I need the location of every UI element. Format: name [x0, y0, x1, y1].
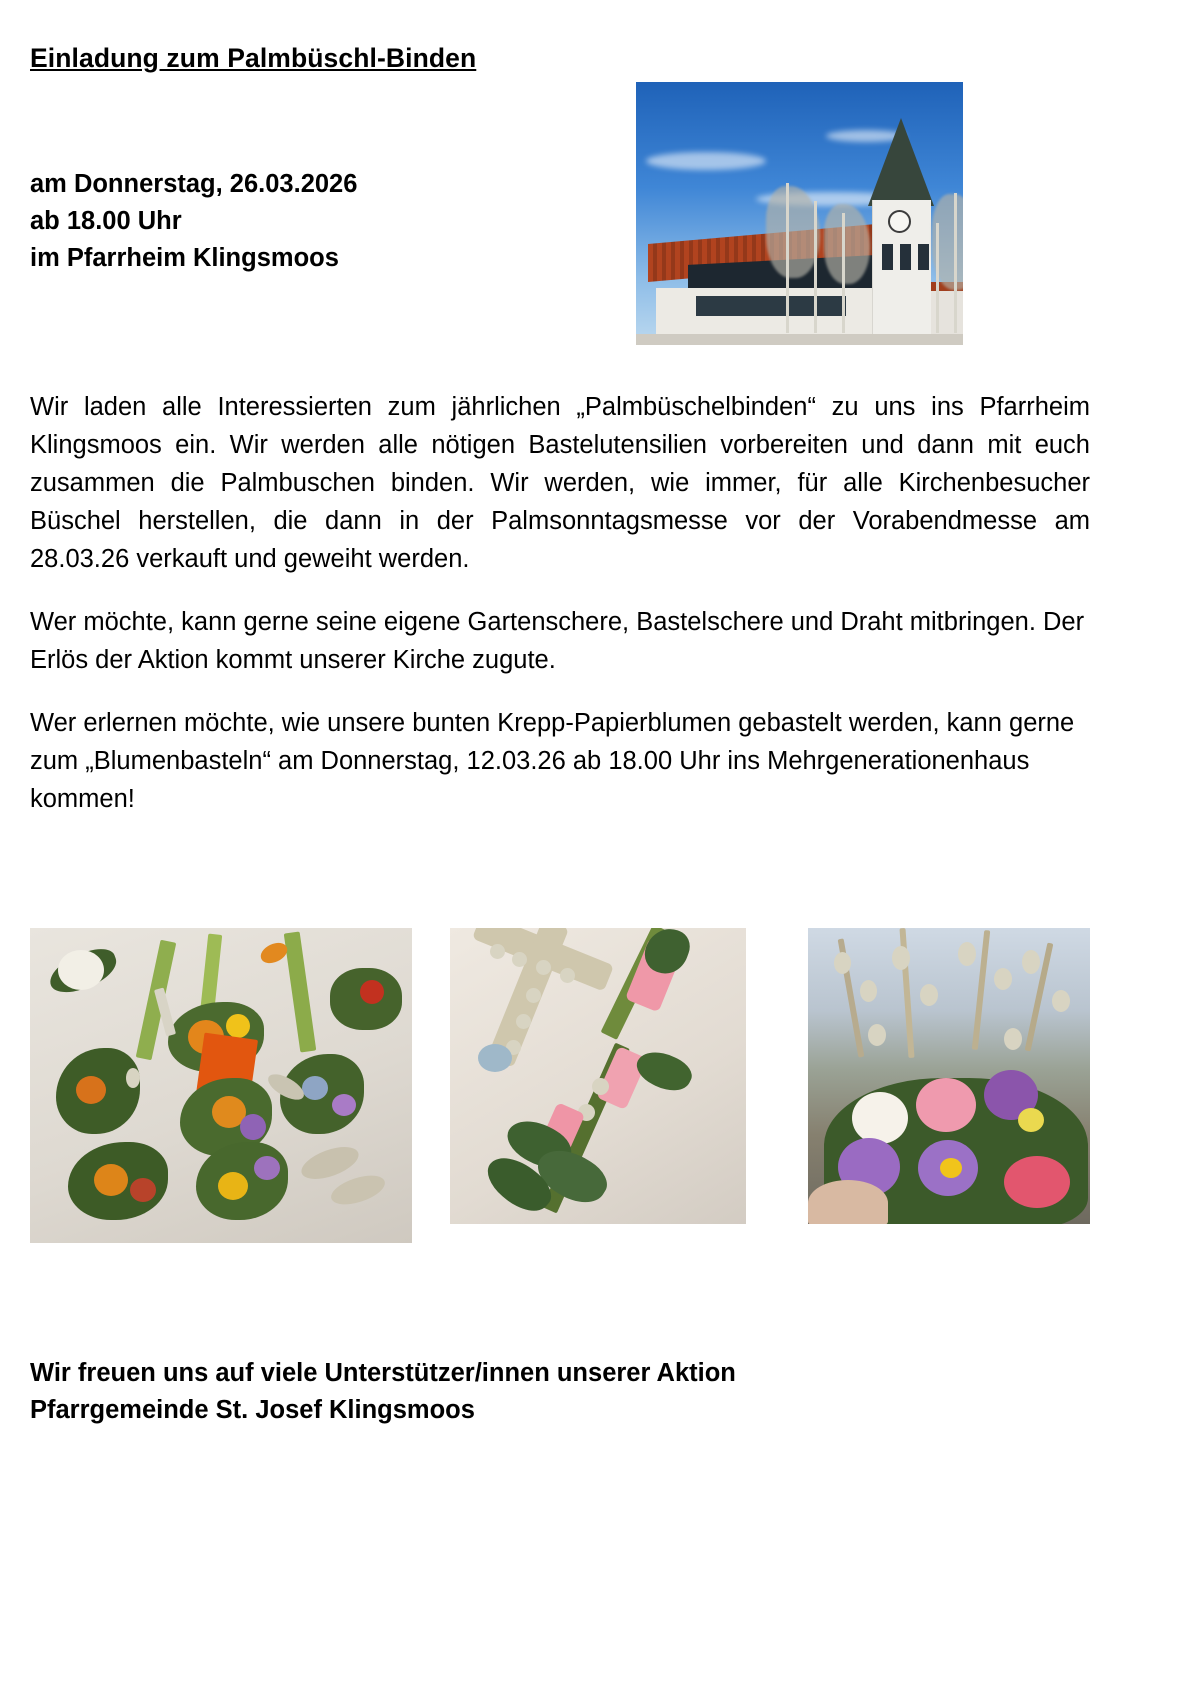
birch-trunk	[814, 201, 817, 333]
pink-flower	[916, 1078, 976, 1132]
tower-clock-icon	[888, 210, 911, 233]
red-flower	[1004, 1156, 1070, 1208]
catkin	[560, 968, 575, 983]
catkin	[1022, 950, 1040, 974]
paragraph-2: Wer möchte, kann gerne seine eigene Gartenschere, Bastelschere und Draht mitbringen. Der Erlös der Aktion kommt unserer Kirche zugute.	[30, 608, 1085, 674]
purple-flower	[254, 1156, 280, 1180]
catkin	[1004, 1028, 1022, 1050]
photo-gallery	[30, 928, 1090, 1245]
gallery-photo-3	[808, 928, 1090, 1224]
yellow-flower	[226, 1014, 250, 1038]
catkin	[860, 980, 877, 1002]
catkin	[994, 968, 1012, 990]
orange-flower	[94, 1164, 128, 1196]
catkin	[126, 1068, 140, 1088]
flower-center	[940, 1158, 962, 1178]
event-time-line: ab 18.00 Uhr	[30, 207, 182, 235]
event-details	[30, 166, 357, 277]
catkin	[516, 1014, 531, 1029]
paragraph-3: Wer erlernen möchte, wie unsere bunten Krepp-Papierblumen gebastelt werden, kann gerne zum „Blumenbasteln“ am Donnerstag, 12.03.26 ab 18.00 Uhr ins Mehrgenerationenhaus kommen!	[30, 709, 1075, 813]
catkin	[834, 952, 851, 974]
catkin	[592, 1078, 609, 1095]
blue-flower	[478, 1044, 512, 1072]
birch-trunk	[954, 193, 957, 333]
red-flower	[360, 980, 384, 1004]
tower-window	[900, 244, 911, 270]
paragraph-1: Wir laden alle Interessierten zum jährlichen „Palmbüschelbinden“ zu uns ins Pfarrheim Klingsmoos ein. Wir werden alle nötigen Bastelutensilien vorbereiten und dann mit euch zusammen die Palmbuschen binden. Wir werden, wie immer, für alle Kirchenbesucher Büschel herstellen, die dann in der Palmsonntagsmesse vor der Vorabendmesse am 28.03.26 verkauft und geweiht werden.	[30, 393, 1090, 573]
closing-line-1: Wir freuen uns auf viele Unterstützer/innen unserer Aktion	[30, 1359, 736, 1387]
catkin	[512, 952, 527, 967]
birch-trunk	[842, 213, 845, 333]
closing-block	[30, 1355, 736, 1429]
blue-flower	[302, 1076, 328, 1100]
catkin	[892, 946, 910, 970]
catkin	[490, 944, 505, 959]
catkin	[958, 942, 976, 966]
yellow-flower	[218, 1172, 248, 1200]
birch-trunk	[786, 183, 789, 333]
birch-trunk	[936, 223, 939, 333]
catkin	[1052, 990, 1070, 1012]
closing-line-2: Pfarrgemeinde St. Josef Klingsmoos	[30, 1396, 475, 1424]
page-title: Einladung zum Palmbüschl-Binden	[30, 43, 477, 73]
orange-flower	[76, 1076, 106, 1104]
church-entrance	[696, 296, 846, 316]
yellow-flower	[1018, 1108, 1044, 1132]
event-date-line: am Donnerstag, 26.03.2026	[30, 170, 358, 198]
gallery-photo-2	[450, 928, 746, 1224]
catkin	[920, 984, 938, 1006]
red-flower	[130, 1178, 156, 1202]
event-location-line: im Pfarrheim Klingsmoos	[30, 244, 339, 272]
white-flower	[852, 1092, 908, 1144]
church-photo	[636, 82, 963, 345]
ground-area	[636, 334, 963, 345]
cloud-shape	[646, 152, 766, 170]
catkin	[536, 960, 551, 975]
tower-spire	[868, 118, 934, 206]
purple-flower	[240, 1114, 266, 1140]
purple-flower	[332, 1094, 356, 1116]
tower-window	[918, 244, 929, 270]
gallery-photo-1	[30, 928, 412, 1243]
catkin	[868, 1024, 886, 1046]
body-text	[30, 388, 1090, 818]
tower-window	[882, 244, 893, 270]
catkin	[526, 988, 541, 1003]
hand	[808, 1180, 888, 1224]
white-flower	[58, 950, 104, 990]
